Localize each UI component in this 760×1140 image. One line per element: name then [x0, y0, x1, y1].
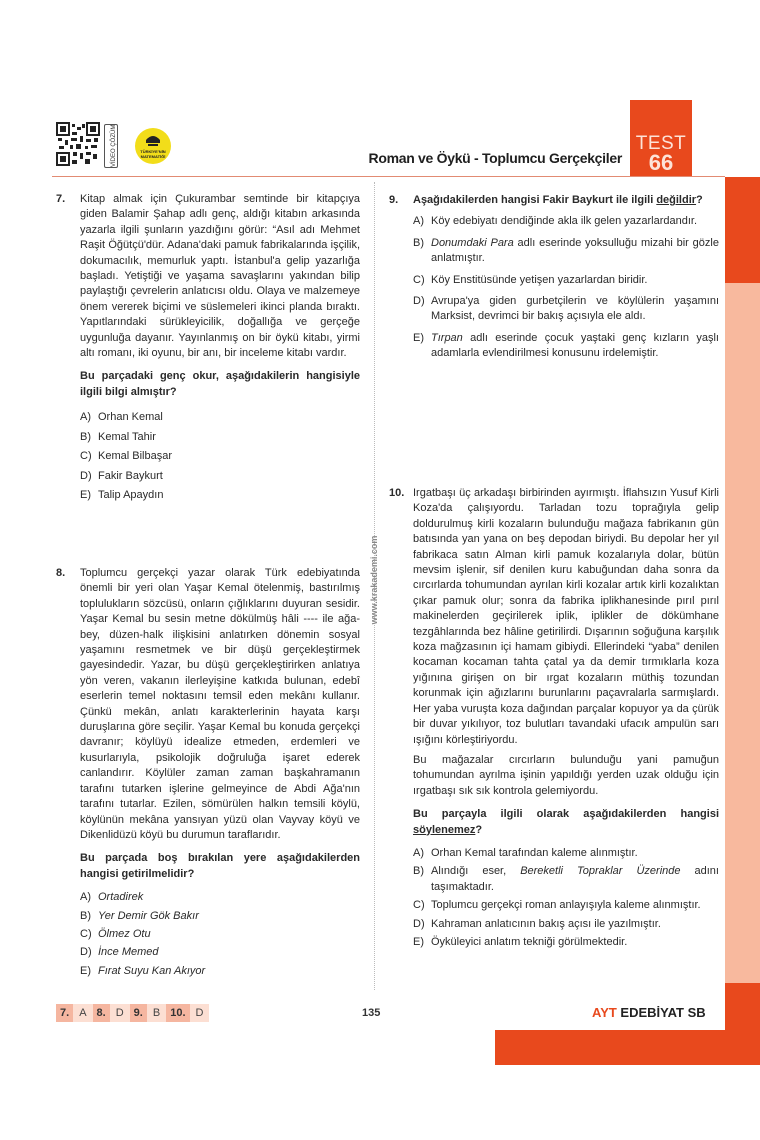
test-number: 66 [648, 150, 674, 175]
work-title: Bereketli Topraklar Üzerinde [520, 865, 681, 878]
question-number: 7. [56, 193, 66, 205]
option-text: Yer Demir Gök Bakır [98, 909, 199, 922]
answer-value: B [147, 1004, 166, 1022]
option-letter: D) [413, 295, 425, 308]
option-a[interactable] [413, 214, 719, 229]
question-number: 8. [56, 567, 66, 579]
option-letter: B) [80, 430, 91, 443]
option-letter: A) [413, 215, 424, 228]
option-c[interactable] [413, 898, 719, 913]
option-text: Köy edebiyatı dendiğinde akla ilk gelen yazarlardandır. [431, 215, 698, 228]
option-e[interactable] [413, 935, 719, 950]
option-e[interactable] [80, 964, 360, 979]
option-letter: E) [80, 488, 91, 501]
question-stem: Bu parçada boş bırakılan yere aşağıdakilerden hangisi getirilmelidir? [80, 852, 360, 880]
question-7 [56, 192, 360, 507]
stem-end: ? [696, 194, 703, 206]
qr-code [56, 122, 100, 166]
option-text-rest: adını taşımaktadır. [431, 865, 719, 893]
option-letter: B) [80, 909, 91, 922]
option-text: Toplumcu gerçekçi roman anlayışıyla kaleme alınmıştır. [431, 899, 701, 912]
work-title: Donumdaki Para [431, 236, 514, 249]
stem-emphasis: değildir [656, 194, 697, 206]
option-text-pre: Alındığı eser, [431, 865, 521, 878]
question-stem: Bu parçadaki genç okur, aşağıdakilerin hangisiyle ilgili bilgi almıştır? [80, 370, 360, 398]
qr-label-text: VİDEO ÇÖZÜM [111, 124, 117, 167]
option-b[interactable] [413, 864, 719, 895]
option-a[interactable] [413, 846, 719, 861]
option-text: Talip Apaydın [98, 488, 164, 501]
option-text: Ortadirek [98, 891, 144, 904]
option-text [431, 236, 719, 267]
option-a[interactable] [80, 890, 360, 905]
brand-accent: AYT [592, 1005, 617, 1020]
question-number: 10. [389, 487, 405, 499]
book-brand [592, 1005, 706, 1020]
answer-key [56, 1004, 209, 1022]
question-8 [56, 566, 360, 979]
question-passage: Kitap almak için Çukurambar semtinde bir kitapçıya giden Balamir Şahap adlı genç, aldığı kitabın arkasında yazarla ilgili şunların yazdığını görür: “Asıl adı Mehmet Raşit Öğütçü'dür. Adana'daki pamuk fabrikalarında işçilik, dokumacılık, memurluk yaptı. İstanbul'a gelip yazarlığa başladı. Yetiştiği ve yaşama savaşlarını yakından bilip paylaştığı çevrelerin anlatıcısı oldu. Olaya ve malzemeye önem vererek biçimi ve süslemeleri ikinci planda bıraktı. Yapıtlarındaki sürükleyicilik, doğallığa ve gerçeğe uygunluğa dayanır. Yayınlanmış on bir öykü kitabı, yirmi altı romanı, iki oyunu, bir anı, bir inceleme kitabı vardır. [80, 193, 360, 360]
option-a[interactable] [80, 410, 360, 425]
option-text: Kahraman anlatıcının bakış açısı ile yazılmıştır. [431, 917, 661, 930]
watermark-text: www.krakademi.com [369, 535, 379, 625]
option-letter: D) [80, 946, 92, 959]
question-9 [389, 193, 719, 366]
options-list [413, 214, 719, 361]
option-letter: A) [80, 891, 91, 904]
option-b[interactable] [413, 236, 719, 267]
question-stem [413, 807, 719, 838]
answer-number: 9. [130, 1004, 147, 1022]
option-text-rest: adlı eserinde yoksulluğu mizahi bir gözle anlatmıştır. [431, 236, 719, 265]
option-letter: C) [80, 450, 92, 463]
brand-rest: EDEBİYAT SB [616, 1005, 706, 1020]
option-text: Kemal Bilbaşar [98, 450, 172, 463]
watermark [366, 520, 382, 640]
option-e[interactable] [80, 488, 360, 503]
question-number: 9. [389, 194, 399, 206]
option-b[interactable] [80, 909, 360, 924]
option-text: Avrupa'ya giden gurbetçilerin ve köylülerin yaşamını Marksist, devrimci bir bakış açısıyla ele aldı. [431, 295, 719, 323]
test-label: TEST [635, 133, 687, 154]
option-letter: E) [413, 935, 424, 948]
option-letter: C) [80, 927, 92, 940]
option-text: Orhan Kemal tarafından kaleme alınmıştır. [431, 846, 638, 859]
option-letter: B) [413, 236, 424, 249]
question-passage: Irgatbaşı üç arkadaşı birbirinden ayırmıştı. İflahsızın Yusuf Kirli Koza'da çalışıyordu. Tarladan tozu toprağıyla gelip doldurulmuş kirli kozaların bulunduğu mağaza fabrikanın gün batısında yan yana on beş depodan biriydi. Bu depolar her yıl fabrikaca satın Alman kirli pamuk kozalarıyla dolar, bütün mevsim işlenir, sif denilen kuru kabuğundan daha sonra da cırcırlarda tohumundan ayrılan kirli kozalar artık kirli kozalıktan çıkar pamuk olur; sonra da fabrika iplikhanesinde pırıl pırıl makinelerden geçirilerek iplik, iplikler de dökümhane tezgâhlarında bez hâline getirilirdi. Dışarının soğuğuna karşılık koza mağzasının içi hamam gibiydi. Ellerindeki “yaba” denilen kocaman kocaman tahta çatal ya da demir tırmıklarla koza yığınına girişen on bir ırgat kozaların müthiş tozundan korunmak için ağızlarını burunlarını paçavralarla sarmışlardı. Her yaba vuruşta koza dağından parçalar kopuyor ya da çürük bir duvar yıkılıyor, toz bulutları tavandaki ufacık ampulün sarı ışığını körleştiriyordu. [413, 487, 719, 746]
option-b[interactable] [80, 430, 360, 445]
option-c[interactable] [80, 927, 360, 942]
test-badge [630, 100, 692, 177]
option-letter: B) [413, 865, 424, 878]
option-letter: C) [413, 899, 425, 912]
footer-accent-block [495, 1030, 760, 1065]
option-letter: C) [413, 273, 425, 286]
option-c[interactable] [413, 273, 719, 288]
option-text-rest: adlı eserinde çocuk yaştaki genç kızların yaşlı adamlarla evlendirilmesi konusunu irdelemiştir. [431, 331, 719, 360]
side-strip-light [725, 283, 760, 983]
header-rule [52, 176, 725, 177]
answer-value: D [110, 1004, 130, 1022]
side-strip-accent-bottom [725, 983, 760, 1030]
section-title: Roman ve Öykü - Toplumcu Gerçekçiler [368, 150, 622, 166]
seal-text: TÜRKİYE'NİN MATEMATİĞİ [140, 149, 166, 159]
stem-end: ? [475, 823, 483, 836]
options-list [413, 846, 719, 950]
option-letter: A) [80, 411, 91, 424]
qr-label [104, 124, 118, 168]
option-d[interactable] [80, 469, 360, 484]
question-10 [389, 486, 719, 950]
stem-text: Bu parçayla ilgili olarak aşağıdakilerden hangisi [413, 808, 719, 821]
question-passage: Toplumcu gerçekçi yazar olarak Türk edebiyatında önemli bir yeri olan Yaşar Kemal ötelenmiş, bastırılmış toplulukların sözcüsü, onların çığlıklarını duyuran sesidir. Yaşar Kemal bu sesin metne dökülmüş hâli ---- ile ağa-bey, düzen-halk ilişkisini anlatırken dönemin sosyal yaşamını resmetmek ve bir düşü gerçekleştirmek gayesindedir. Yazar, bu düşü gerçekleştirirken anlatıya yön veren, vakanın ilerleyişine katkıda bulunan, edebî eserlerin temel noktasını temsil eden mekânı kullanır. Çünkü mekân, anlatı karakterlerinin hayata karşı duruşlarına göre seçilir. Yaşar Kemal bu konuda gerçekçi davranır; köylüyü idealize etmeden, erdemleri ve kusurlarıyla, psikolojik doğruluğa işaret ederek canlandırır. Köylüler zaman zaman başkahramanın tarafını tutarken işlerine gelmeyince de Abdi Ağa'nın tarafını tutarlar. Ezilen, sömürülen halkın temsili köylü, köylünün mekâna yansıyan yüzü olan Vayvay köyü ve Dikenlidüzü köyü bu durumun taraflarıdır. [80, 567, 360, 841]
option-text: Ölmez Otu [98, 927, 151, 940]
option-text: Fırat Suyu Kan Akıyor [98, 964, 206, 977]
options-list [80, 410, 360, 503]
option-d[interactable] [80, 945, 360, 960]
question-passage-2: Bu mağazalar cırcırların bulunduğu yani pamuğun tohumundan ayrılma işinin yapıldığı yerden uzak olduğu için ırgatbaşı sık sık kontrola gelemiyordu. [413, 753, 719, 797]
option-text: Fakir Baykurt [98, 469, 163, 482]
option-text: Öyküleyici anlatım tekniği görülmektedir. [431, 935, 628, 948]
option-c[interactable] [80, 449, 360, 464]
option-text: Köy Enstitüsünde yetişen yazarlardan biridir. [431, 273, 648, 286]
side-strip-accent-top [725, 177, 760, 283]
option-d[interactable] [413, 917, 719, 932]
publisher-seal-logo [135, 128, 171, 164]
option-text: İnce Memed [98, 946, 159, 959]
answer-number: 7. [56, 1004, 73, 1022]
answer-number: 10. [166, 1004, 189, 1022]
option-text [431, 331, 719, 362]
answer-value: A [73, 1004, 92, 1022]
option-letter: D) [413, 917, 425, 930]
stem-emphasis: söylenemez [413, 823, 476, 836]
page-number: 135 [362, 1007, 381, 1019]
option-letter: E) [413, 331, 424, 344]
option-text: Kemal Tahir [98, 430, 156, 443]
stem-text: Aşağıdakilerden hangisi Fakir Baykurt ile ilgili [413, 194, 657, 206]
option-text: Orhan Kemal [98, 411, 163, 424]
options-list [80, 890, 360, 979]
option-letter: A) [413, 846, 424, 859]
option-d[interactable] [413, 294, 719, 325]
question-stem [413, 193, 719, 208]
answer-number: 8. [93, 1004, 110, 1022]
option-e[interactable] [413, 331, 719, 362]
option-letter: D) [80, 469, 92, 482]
option-letter: E) [80, 964, 91, 977]
option-text [431, 864, 719, 895]
answer-value: D [190, 1004, 210, 1022]
work-title: Tırpan [431, 331, 463, 344]
